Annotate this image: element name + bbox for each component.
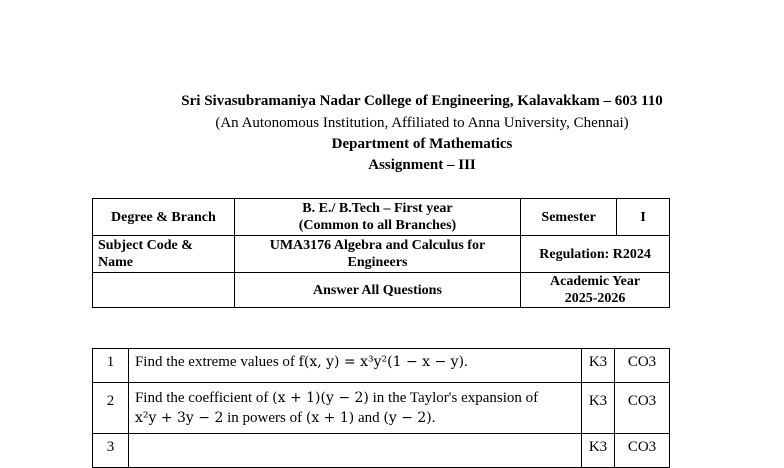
department-name: Department of Mathematics — [331, 136, 513, 152]
k-level: K3 — [582, 383, 615, 434]
degree-value: B. E./ B.Tech – First year (Common to all Branches) — [234, 199, 520, 236]
course-outcome: CO3 — [615, 383, 670, 434]
course-info-table — [92, 198, 670, 308]
assignment-title: Assignment – III — [368, 157, 476, 173]
question-row — [93, 383, 670, 434]
math-expression: (x + 1)(y − 2) — [272, 390, 369, 406]
semester-label: Semester — [521, 199, 617, 236]
k-level: K3 — [582, 349, 615, 383]
math-expression: (x + 1) — [305, 410, 355, 426]
academic-year: Academic Year 2025-2026 — [521, 273, 670, 308]
semester-value: I — [617, 199, 670, 236]
course-outcome: CO3 — [615, 434, 670, 468]
question-number: 1 — [93, 349, 129, 383]
subject-value: UMA3176 Algebra and Calculus for Engineers — [234, 236, 520, 273]
question-row — [93, 349, 670, 383]
k-level: K3 — [582, 434, 615, 468]
subject-label: Subject Code & Name — [93, 236, 235, 273]
questions-table — [92, 348, 670, 468]
course-outcome: CO3 — [615, 349, 670, 383]
college-affiliation: (An Autonomous Institution, Affiliated to Anna University, Chennai) — [215, 115, 629, 131]
question-text: Find the coefficient of (x + 1)(y − 2) in the Taylor's expansion of x²y + 3y − 2 in powers of (x + 1) and (y − 2). — [128, 383, 581, 434]
question-text — [128, 434, 581, 468]
math-expression: f(x, y) = x³y²(1 − x − y) — [298, 354, 465, 370]
math-expression: x²y + 3y − 2 — [134, 410, 224, 426]
college-name: Sri Sivasubramaniya Nadar College of Engineering, Kalavakkam – 603 110 — [181, 93, 663, 109]
question-text: Find the extreme values of f(x, y) = x³y²(1 − x − y). — [128, 349, 581, 383]
degree-label: Degree & Branch — [93, 199, 235, 236]
regulation: Regulation: R2024 — [521, 236, 670, 273]
empty-cell — [93, 273, 235, 308]
question-number: 3 — [93, 434, 129, 468]
instruction: Answer All Questions — [234, 273, 520, 308]
math-expression: (y − 2) — [383, 410, 432, 426]
question-number: 2 — [93, 383, 129, 434]
question-row — [93, 434, 670, 468]
